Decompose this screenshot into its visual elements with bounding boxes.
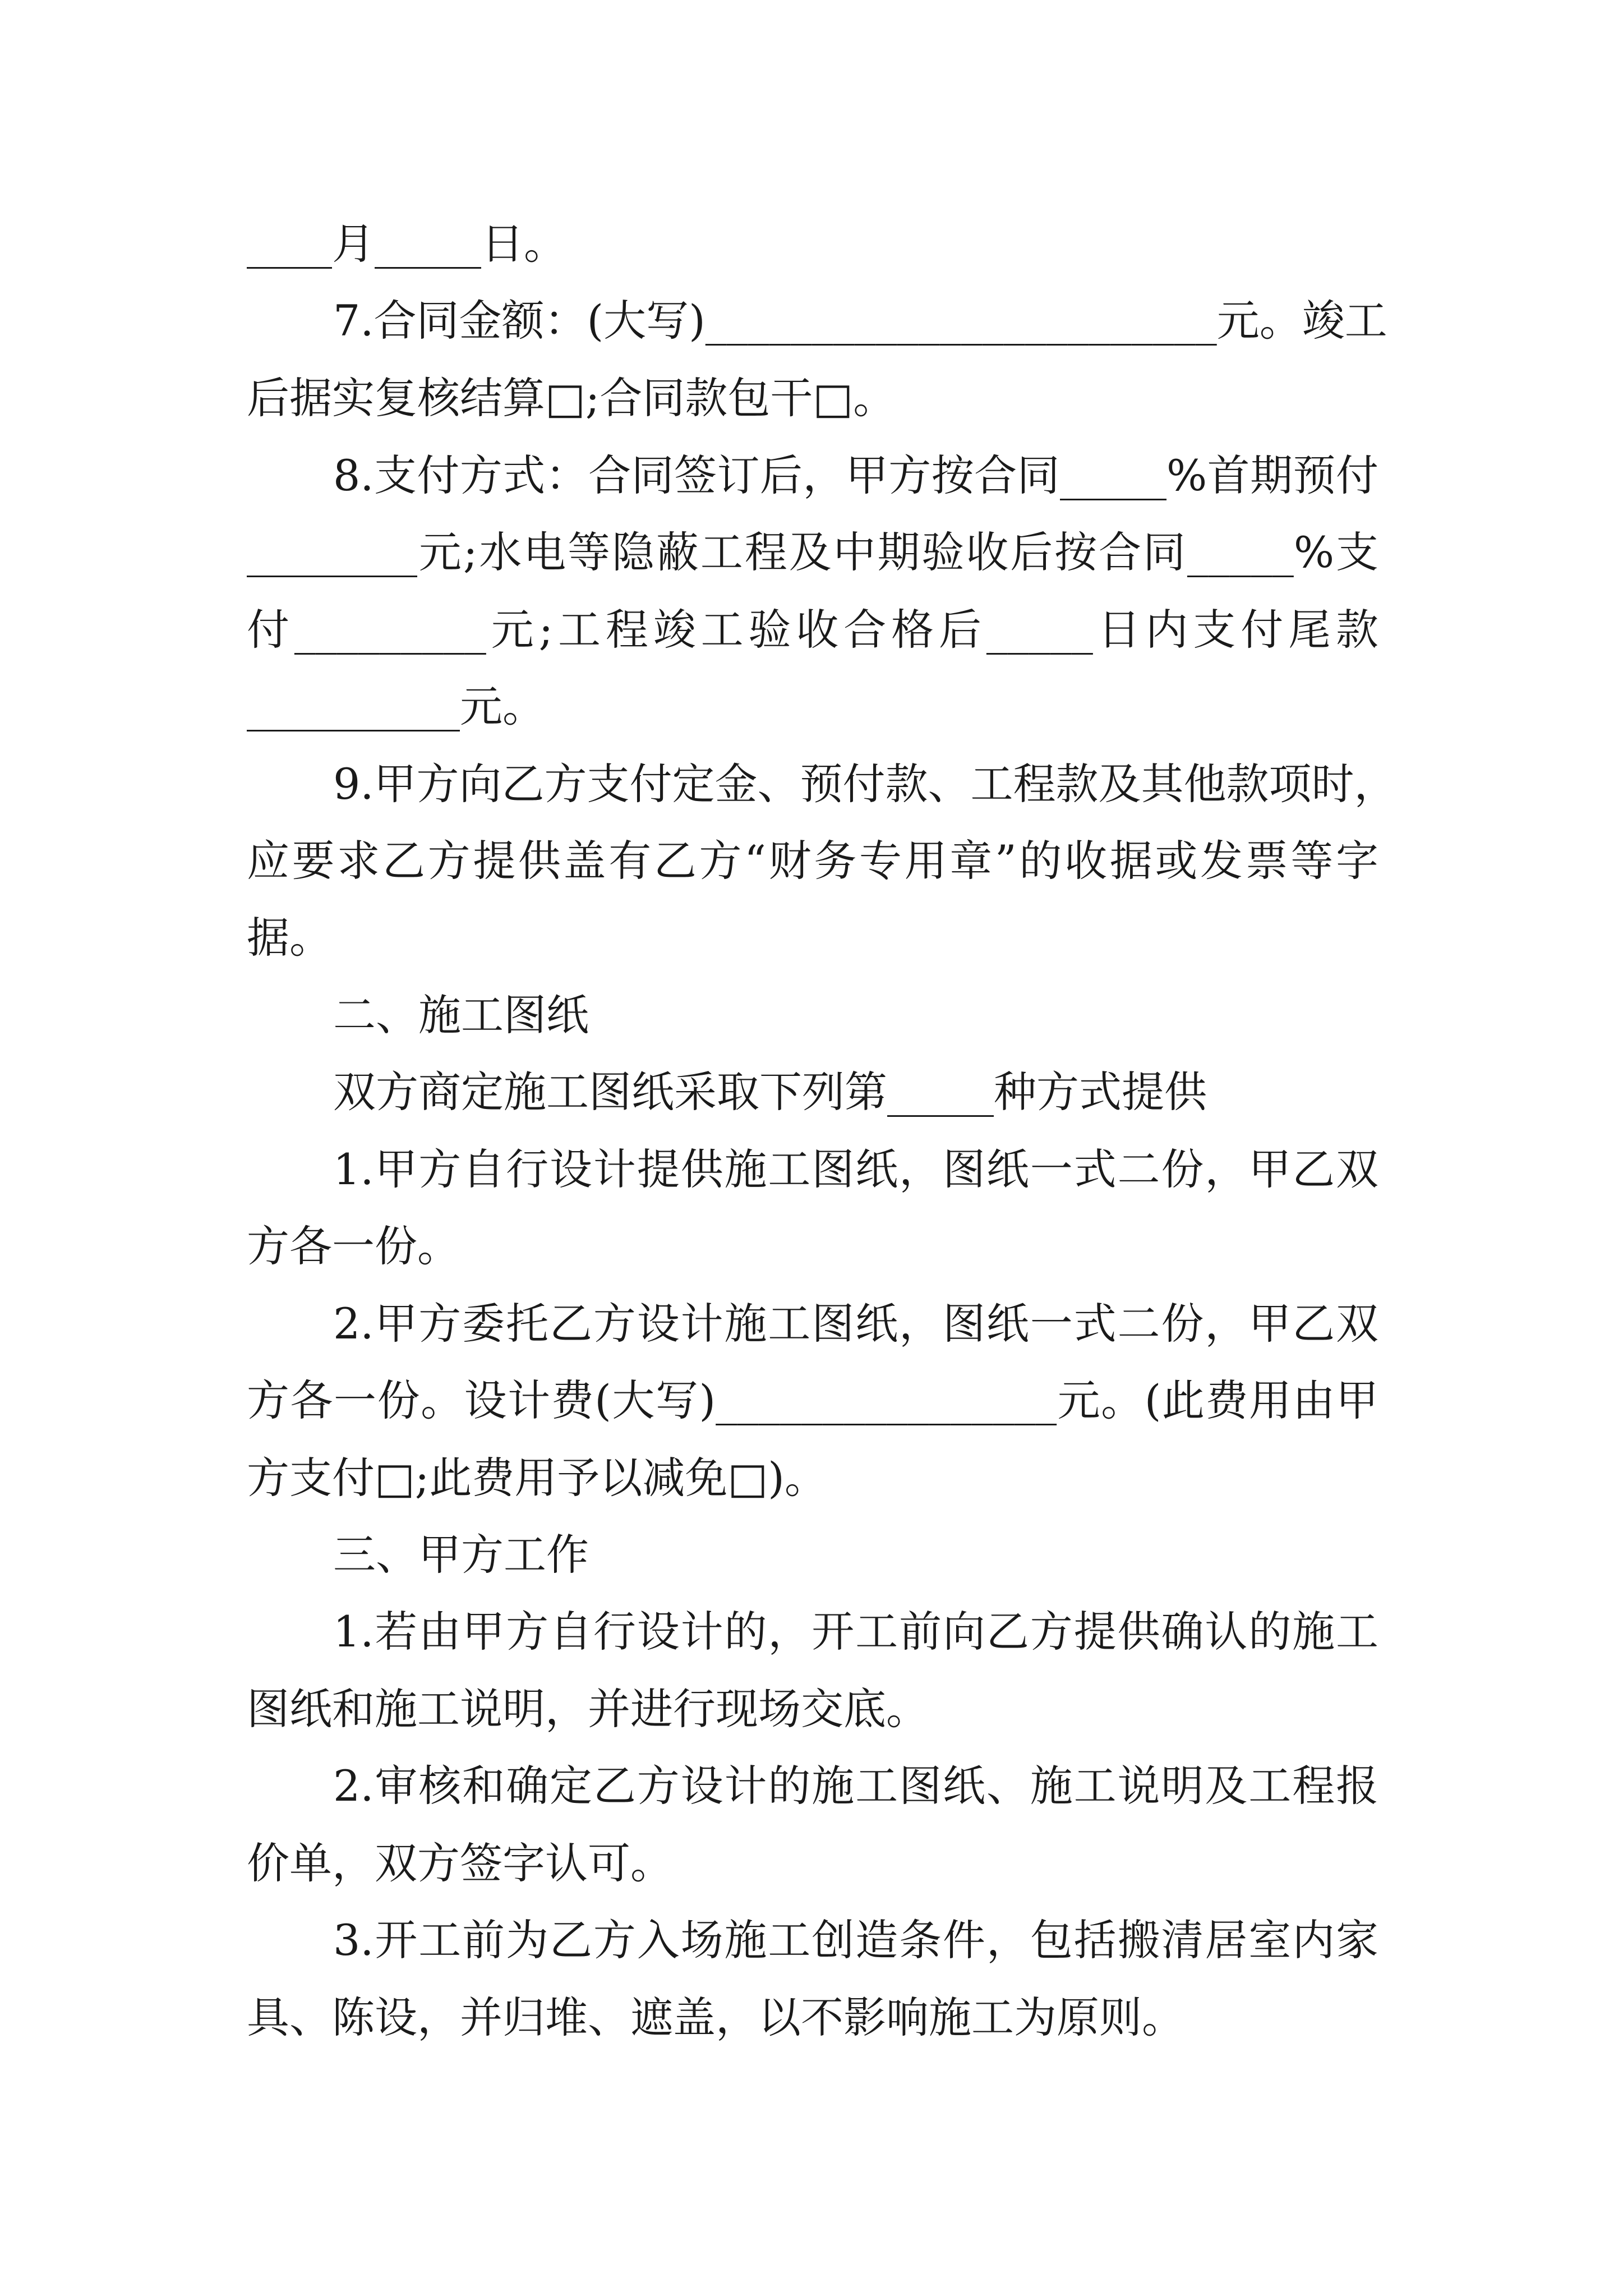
body-line: 方各一份。 <box>247 1221 460 1271</box>
body-line: ____月_____日。 <box>247 219 566 269</box>
body-line: 图纸和施工说明，并进行现场交底。 <box>247 1684 929 1734</box>
body-line: 付_________元;工程竣工验收合格后_____日内支付尾款 <box>247 605 1378 655</box>
section-heading: 三、甲方工作 <box>333 1530 589 1580</box>
body-line: 双方商定施工图纸采取下列第_____种方式提供 <box>333 1067 1207 1117</box>
body-line: 9.甲方向乙方支付定金、预付款、工程款及其他款项时， <box>333 759 1397 809</box>
body-line: 7.合同金额：(大写)________________________元。竣工 <box>333 296 1387 346</box>
body-line: 3.开工前为乙方入场施工创造条件，包括搬清居室内家 <box>333 1915 1378 1965</box>
body-line: 2.甲方委托乙方设计施工图纸，图纸一式二份，甲乙双 <box>333 1299 1378 1349</box>
body-line: 价单，双方签字认可。 <box>247 1838 673 1888</box>
body-line: 8.支付方式：合同签订后，甲方按合同_____%首期预付 <box>333 450 1378 500</box>
body-line: 方支付□;此费用予以减免□)。 <box>247 1453 827 1503</box>
body-line: 据。 <box>247 913 332 963</box>
section-heading: 二、施工图纸 <box>333 990 589 1040</box>
body-line: 1.若由甲方自行设计的，开工前向乙方提供确认的施工 <box>333 1607 1378 1657</box>
body-line: 具、陈设，并归堆、遮盖，以不影响施工为原则。 <box>247 1993 1184 2042</box>
body-line: 1.甲方自行设计提供施工图纸，图纸一式二份，甲乙双 <box>333 1144 1378 1194</box>
body-line: ________元;水电等隐蔽工程及中期验收后按合同_____%支 <box>247 527 1378 577</box>
body-line: 方各一份。设计费(大写)________________元。(此费用由甲 <box>247 1375 1378 1425</box>
body-line: 2.审核和确定乙方设计的施工图纸、施工说明及工程报 <box>333 1761 1378 1811</box>
body-line: 后据实复核结算□;合同款包干□。 <box>247 373 896 423</box>
body-line: 应要求乙方提供盖有乙方“财务专用章”的收据或发票等字 <box>247 836 1378 886</box>
body-line: __________元。 <box>247 682 545 731</box>
